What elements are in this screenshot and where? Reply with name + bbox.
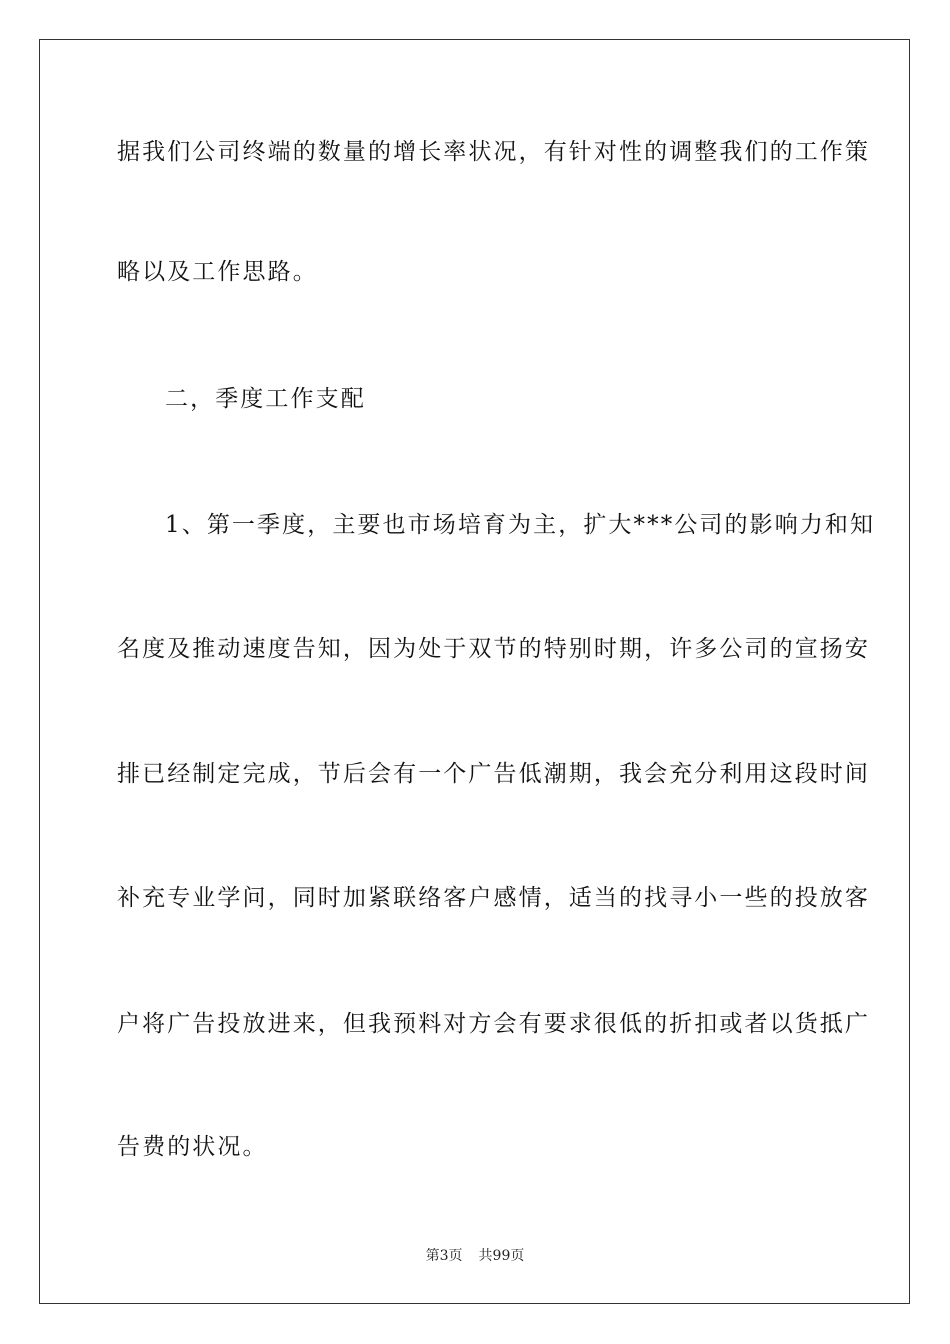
section-heading: 二，季度工作支配	[165, 386, 366, 412]
body-text-line: 告费的状况。	[117, 1134, 268, 1160]
body-text-line: 排已经制定完成，节后会有一个广告低潮期，我会充分利用这段时间	[117, 761, 870, 787]
page-total: 共99页	[478, 1248, 525, 1264]
body-text-line: 户将广告投放进来，但我预料对方会有要求很低的折扣或者以货抵广	[117, 1011, 870, 1037]
page-footer	[0, 1247, 950, 1265]
body-text-line: 略以及工作思路。	[117, 259, 318, 285]
page-border	[39, 39, 910, 1304]
body-text-line: 1、第一季度，主要也市场培育为主，扩大***公司的影响力和知	[165, 512, 876, 538]
page-number: 第3页	[425, 1248, 463, 1264]
body-text-line: 据我们公司终端的数量的增长率状况，有针对性的调整我们的工作策	[117, 139, 870, 165]
body-text-line: 名度及推动速度告知，因为处于双节的特别时期，许多公司的宣扬安	[117, 636, 870, 662]
body-text-line: 补充专业学问，同时加紧联络客户感情，适当的找寻小一些的投放客	[117, 885, 870, 911]
